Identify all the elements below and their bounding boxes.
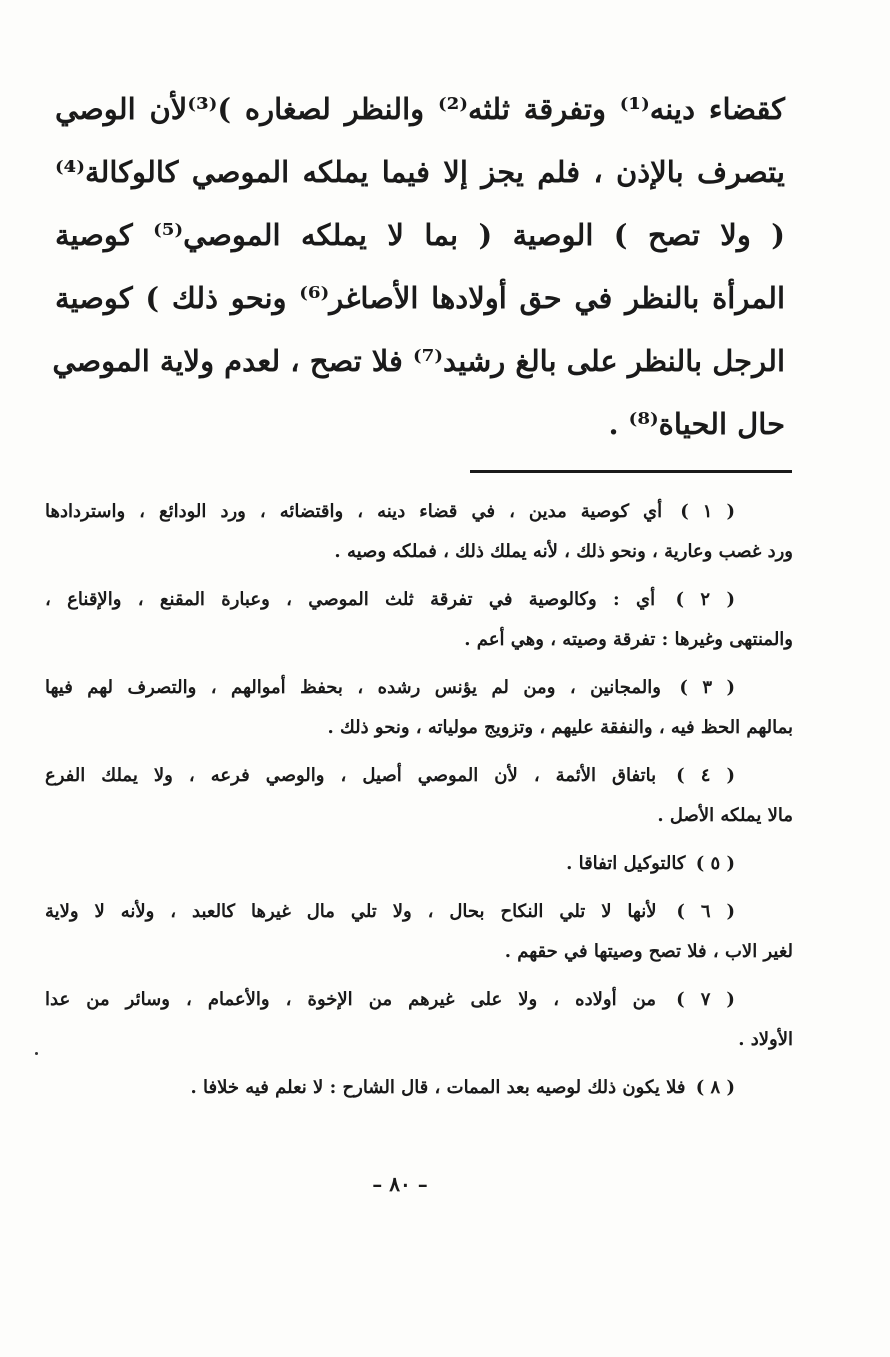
footnotes-section — [45, 492, 793, 1116]
footnote-line — [45, 892, 793, 932]
footnote-8 — [45, 1068, 793, 1108]
footnote-number: ( ٦ ) — [676, 901, 735, 922]
footnote-divider — [470, 470, 792, 473]
footnote-number: ( ٥ ) — [695, 853, 735, 874]
footnote-5 — [45, 844, 793, 884]
footnote-line: ورد غصب وعارية ، ونحو ذلك ، لأنه يملك ذلك ، فملكه وصيه . — [334, 541, 793, 562]
footnote-text: والمجانين ، ومن لم يؤنس رشده ، بحفظ أموالهم ، والتصرف لهم فيها — [45, 677, 661, 698]
footnote-line: مالا يملكه الأصل . — [657, 805, 793, 826]
footnote-7 — [45, 980, 793, 1060]
page-number: – ٨٠ – — [372, 1172, 428, 1196]
footnote-text: باتفاق الأئمة ، لأن الموصي أصيل ، والوصي فرعه ، ولا يملك الفرع — [45, 765, 657, 786]
footnote-text: لأنها لا تلي النكاح بحال ، ولا تلي مال غيرها كالعبد ، ولأنه لا ولاية — [45, 901, 657, 922]
footnote-line — [45, 1068, 793, 1108]
footnote-6 — [45, 892, 793, 972]
footnote-line — [45, 844, 793, 884]
footnote-number: ( ٤ ) — [676, 765, 735, 786]
main-text-line: الرجل بالنظر على بالغ رشيد⁽⁷⁾ فلا تصح ، لعدم ولاية الموصي — [52, 344, 785, 378]
footnote-text: كالتوكيل اتفاقا . — [566, 853, 686, 874]
footnote-4 — [45, 756, 793, 836]
footnote-line — [45, 668, 793, 708]
footnote-line: لغير الاب ، فلا تصح وصيتها في حقهم . — [504, 941, 793, 962]
footnote-line — [45, 980, 793, 1020]
footnote-1 — [45, 492, 793, 572]
main-text-line: حال الحياة⁽⁸⁾ . — [608, 407, 785, 441]
main-text-line: كقضاء دينه⁽¹⁾ وتفرقة ثلثه⁽²⁾ والنظر لصغاره )⁽³⁾لأن الوصي — [55, 92, 785, 126]
footnote-number: ( ١ ) — [680, 501, 735, 522]
footnote-number: ( ٣ ) — [679, 677, 735, 698]
footnote-number: ( ٢ ) — [675, 589, 735, 610]
main-text-line: المرأة بالنظر في حق أولادها الأصاغر⁽⁶⁾ ونحو ذلك ) كوصية — [55, 281, 786, 315]
footnote-line — [45, 492, 793, 532]
ink-speck — [35, 1052, 38, 1055]
main-text-line: ( ولا تصح ) الوصية ( بما لا يملكه الموصي⁽⁵⁾ كوصية — [55, 218, 785, 252]
footnote-text: أي كوصية مدين ، في قضاء دينه ، واقتضائه ، ورد الودائع ، واستردادها — [45, 501, 663, 522]
footnote-text: أي : وكالوصية في تفرقة ثلث الموصي ، وعبارة المقنع ، والإقناع ، — [45, 589, 656, 610]
footnote-line: بمالهم الحظ فيه ، والنفقة عليهم ، وتزويج مولياته ، ونحو ذلك . — [327, 717, 793, 738]
footnote-number: ( ٨ ) — [695, 1077, 735, 1098]
footnote-text: من أولاده ، ولا على غيرهم من الإخوة ، والأعمام ، وسائر من عدا — [45, 989, 657, 1010]
main-body-text — [52, 78, 786, 456]
footnote-line: الأولاد . — [738, 1029, 793, 1050]
footnote-line: والمنتهى وغيرها : تفرقة وصيته ، وهي أعم . — [464, 629, 793, 650]
footnote-number: ( ٧ ) — [676, 989, 735, 1010]
footnote-3 — [45, 668, 793, 748]
footnote-2 — [45, 580, 793, 660]
footnote-line — [45, 580, 793, 620]
footnote-line — [45, 756, 793, 796]
footnote-text: فلا يكون ذلك لوصيه بعد الممات ، قال الشارح : لا نعلم فيه خلافا . — [190, 1077, 686, 1098]
main-text-line: يتصرف بالإذن ، فلم يجز إلا فيما يملكه الموصي كالوكالة⁽⁴⁾ — [55, 155, 785, 189]
